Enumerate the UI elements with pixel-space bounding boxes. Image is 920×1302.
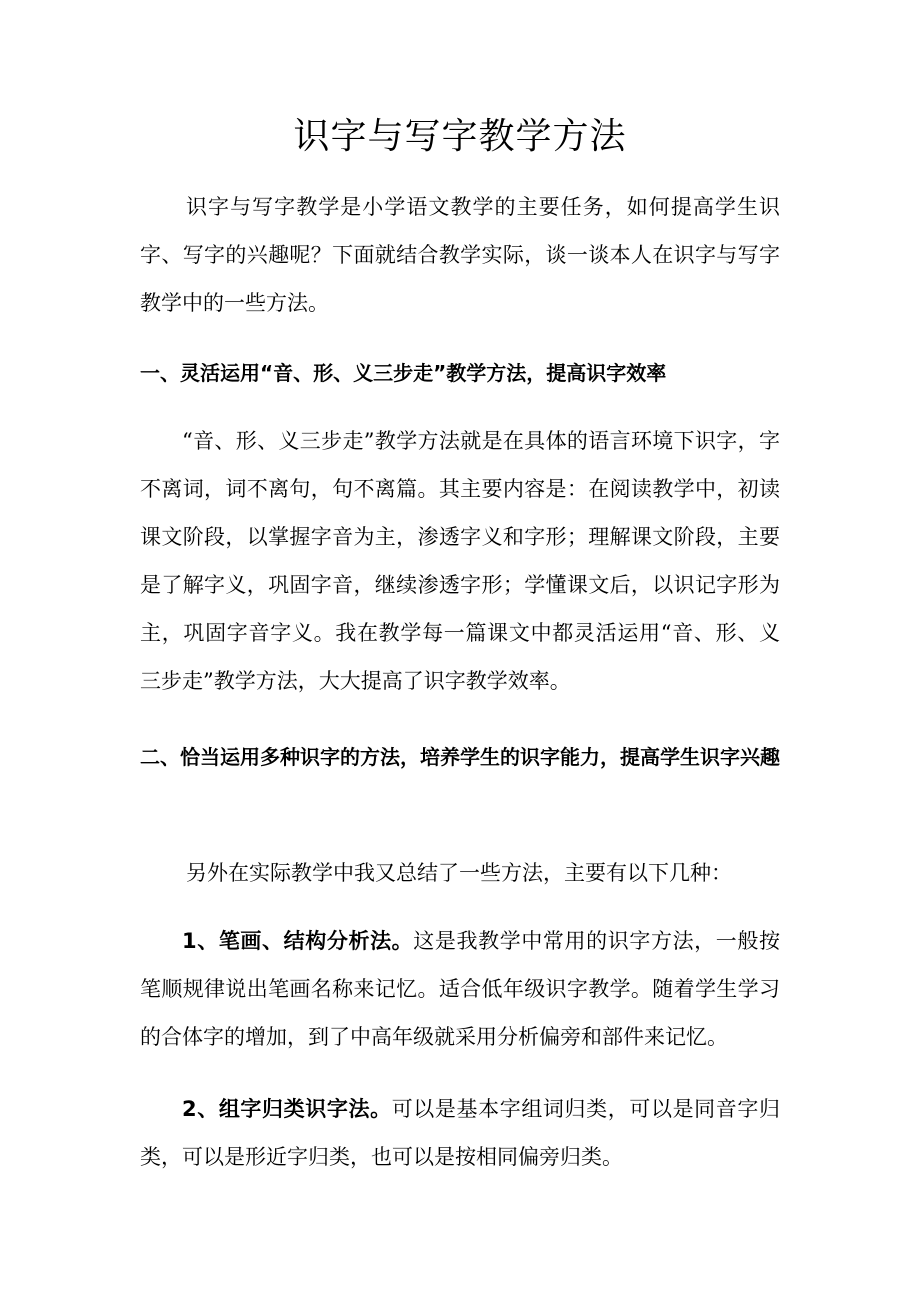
list-item-1 [140,917,780,1061]
list-item-1-text: 这是我教学中常用的识字方法，一般按笔顺规律说出笔画名称来记忆。适合低年级识字教学。随着学生学习的合体字的增加，到了中高年级就采用分析偏旁和部件来记忆。 [140,929,780,1049]
section-2-paragraph: 另外在实际教学中我又总结了一些方法，主要有以下几种： [186,861,732,885]
list-item-1-lead: 1、笔画、结构分析法。 [182,929,414,953]
document-title: 识字与写字教学方法 [293,116,627,157]
section-1-heading: 一、灵活运用“音、形、义三步走”教学方法，提高识字效率 [140,361,667,385]
list-item-2-lead: 2、组字归类识字法。 [182,1097,392,1121]
list-item-2-text: 可以是基本字组词归类，可以是同音字归类，可以是形近字归类，也可以是按相同偏旁归类。 [140,1097,780,1169]
list-item-2 [140,1085,780,1181]
section-1-paragraph: “音、形、义三步走”教学方法就是在具体的语言环境下识字，字不离词，词不离句，句不离篇。其主要内容是：在阅读教学中，初读课文阶段，以掌握字音为主，渗透字义和字形；理解课文阶段，主要是了解字义，巩固字音，继续渗透字形；学懂课文后，以识记字形为主，巩固字音字义。我在教学每一篇课文中都灵活运用“音、形、义三步走”教学方法，大大提高了识字教学效率。 [140,429,780,693]
section-2-heading: 二、恰当运用多种识字的方法，培养学生的识字能力，提高学生识字兴趣 [140,745,780,769]
intro-paragraph: 识字与写字教学是小学语文教学的主要任务，如何提高学生识字、写字的兴趣呢？下面就结合教学实际，谈一谈本人在识字与写字教学中的一些方法。 [140,195,780,315]
